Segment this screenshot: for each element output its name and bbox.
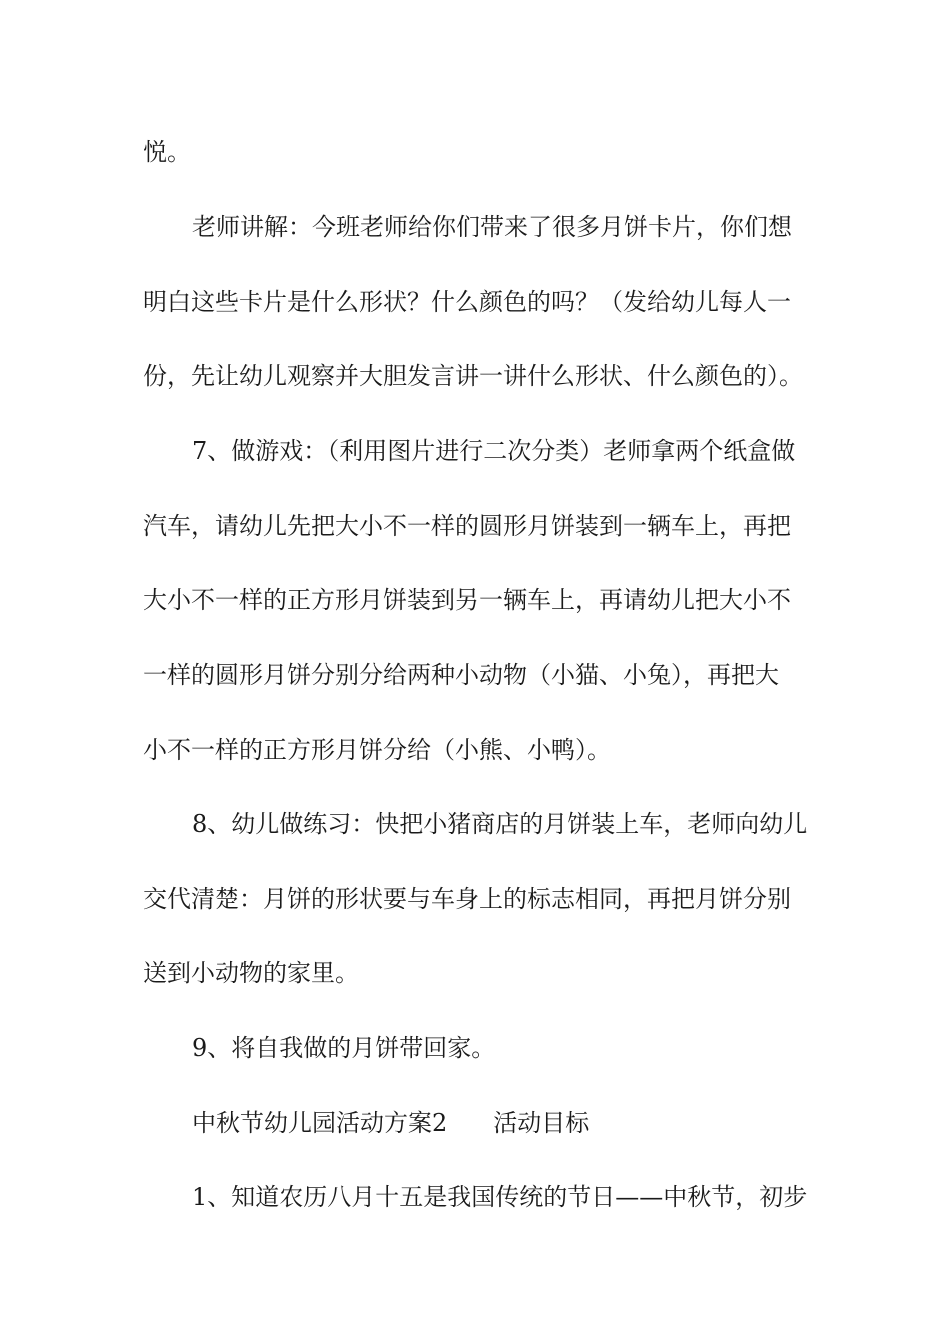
paragraph-line-9: 小不一样的正方形月饼分给（小熊、小鸭）。 — [143, 736, 611, 764]
paragraph-line-15: 1、知道农历八月十五是我国传统的节日——中秋节，初步 — [192, 1183, 808, 1211]
paragraph-line-2: 老师讲解：今班老师给你们带来了很多月饼卡片，你们想 — [192, 213, 792, 241]
paragraph-line-12: 送到小动物的家里。 — [143, 959, 359, 987]
paragraph-line-7: 大小不一样的正方形月饼装到另一辆车上，再请幼儿把大小不 — [143, 586, 791, 614]
section-title: 中秋节幼儿园活动方案2 — [192, 1109, 448, 1137]
paragraph-line-10: 8、幼儿做练习：快把小猪商店的月饼装上车，老师向幼儿 — [192, 810, 808, 838]
paragraph-line-3: 明白这些卡片是什么形状？什么颜色的吗？（发给幼儿每人一 — [143, 288, 791, 316]
paragraph-line-8: 一样的圆形月饼分别分给两种小动物（小猫、小兔），再把大 — [143, 661, 779, 689]
paragraph-line-11: 交代清楚：月饼的形状要与车身上的标志相同，再把月饼分别 — [143, 885, 791, 913]
paragraph-line-5: 7、做游戏：（利用图片进行二次分类）老师拿两个纸盒做 — [192, 437, 796, 465]
section-subtitle: 活动目标 — [493, 1109, 590, 1137]
section-heading-line — [192, 1103, 862, 1143]
paragraph-line-4: 份，先让幼儿观察并大胆发言讲一讲什么形状、什么颜色的）。 — [143, 362, 803, 390]
paragraph-line-6: 汽车，请幼儿先把大小不一样的圆形月饼装到一辆车上，再把 — [143, 512, 791, 540]
paragraph-line-1: 悦。 — [143, 138, 191, 166]
paragraph-line-13: 9、将自我做的月饼带回家。 — [192, 1034, 496, 1062]
